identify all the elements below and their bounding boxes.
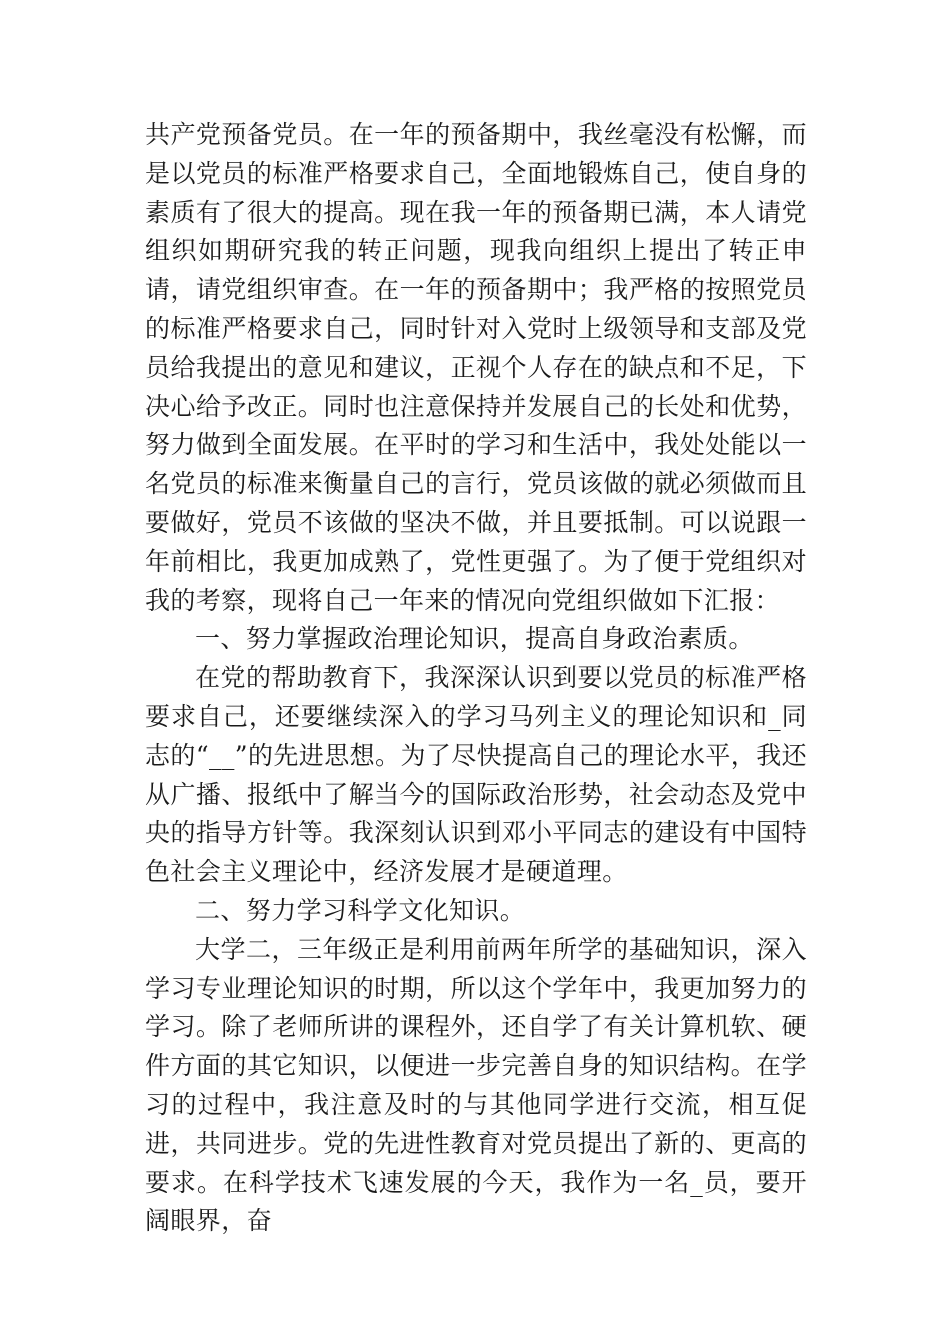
paragraph-intro: 共产党预备党员。在一年的预备期中，我丝毫没有松懈，而是以党员的标准严格要求自己，全面地锻炼自己，使自身的素质有了很大的提高。现在我一年的预备期已满，本人请党组织如期研究我的转正问题，现我向组织上提出了转正申请，请党组织审查。在一年的预备期中；我严格的按照党员的标准严格要求自己，同时针对入党时上级领导和支部及党员给我提出的意见和建议，正视个人存在的缺点和不足，下决心给予改正。同时也注意保持并发展自己的长处和优势，努力做到全面发展。在平时的学习和生活中，我处处能以一名党员的标准来衡量自己的言行，党员该做的就必须做而且要做好，党员不该做的坚决不做，并且要抵制。可以说跟一年前相比，我更加成熟了，党性更强了。为了便于党组织对我的考察，现将自己一年来的情况向党组织做如下汇报：	[145, 120, 807, 615]
paragraph-political-theory: 在党的帮助教育下，我深深认识到要以党员的标准严格要求自己，还要继续深入的学习马列主义的理论知识和_同志的“__”的先进思想。为了尽快提高自己的理论水平，我还从广播、报纸中了解当今的国际政治形势，社会动态及党中央的指导方针等。我深刻认识到邓小平同志的建设有中国特色社会主义理论中，经济发展才是硬道理。	[145, 663, 807, 887]
section-heading-political-theory: 一、努力掌握政治理论知识，提高自身政治素质。	[195, 624, 754, 654]
section-heading-science-culture: 二、努力学习科学文化知识。	[195, 895, 526, 925]
document-page	[145, 116, 807, 1241]
paragraph-science-culture: 大学二，三年级正是利用前两年所学的基础知识，深入学习专业理论知识的时期，所以这个学年中，我更加努力的学习。除了老师所讲的课程外，还自学了有关计算机软、硬件方面的其它知识，以便进一步完善自身的知识结构。在学习的过程中，我注意及时的与其他同学进行交流，相互促进，共同进步。党的先进性教育对党员提出了新的、更高的要求。在科学技术飞速发展的今天，我作为一名_员，要开阔眼界，奋	[145, 934, 807, 1236]
